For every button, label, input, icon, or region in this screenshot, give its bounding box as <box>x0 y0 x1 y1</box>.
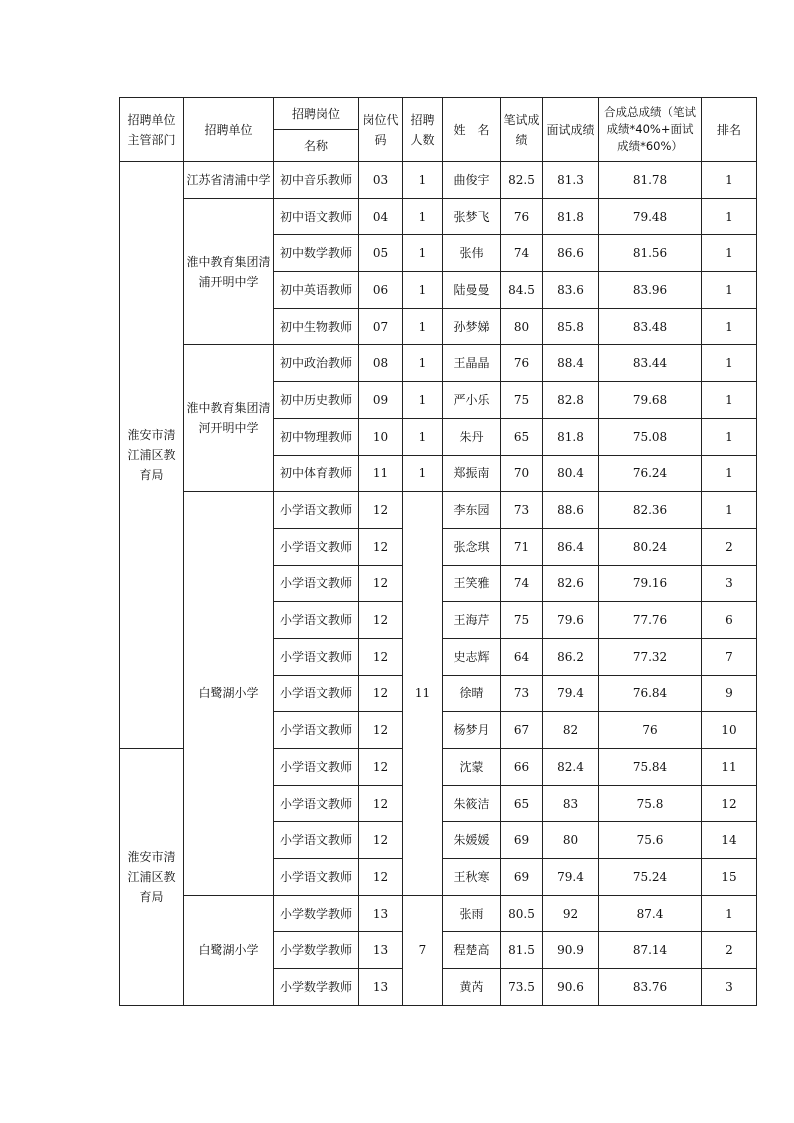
post-cell: 初中政治教师 <box>274 345 359 382</box>
code-cell: 12 <box>359 492 403 529</box>
name-cell: 程楚高 <box>443 932 501 969</box>
name-cell: 王晶晶 <box>443 345 501 382</box>
code-cell: 06 <box>359 272 403 309</box>
unit-cell: 白鹭湖小学 <box>184 895 274 1005</box>
name-cell: 黄芮 <box>443 969 501 1006</box>
unit-cell: 淮中教育集团清浦开明中学 <box>184 198 274 345</box>
composite-score-cell: 87.14 <box>599 932 702 969</box>
name-cell: 严小乐 <box>443 382 501 419</box>
written-score-cell: 66 <box>501 749 543 786</box>
header-dept: 招聘单位主管部门 <box>120 98 184 162</box>
post-cell: 初中历史教师 <box>274 382 359 419</box>
written-score-cell: 81.5 <box>501 932 543 969</box>
written-score-cell: 70 <box>501 455 543 492</box>
dept-cell: 淮安市清江浦区教育局 <box>120 749 184 1006</box>
rank-cell: 12 <box>702 785 757 822</box>
composite-score-cell: 83.76 <box>599 969 702 1006</box>
name-cell: 沈蒙 <box>443 749 501 786</box>
composite-score-cell: 76.24 <box>599 455 702 492</box>
unit-cell: 江苏省清浦中学 <box>184 162 274 199</box>
composite-score-cell: 83.96 <box>599 272 702 309</box>
code-cell: 07 <box>359 308 403 345</box>
post-cell: 小学语文教师 <box>274 675 359 712</box>
composite-score-cell: 77.32 <box>599 638 702 675</box>
code-cell: 12 <box>359 675 403 712</box>
code-cell: 10 <box>359 418 403 455</box>
rank-cell: 2 <box>702 932 757 969</box>
composite-score-cell: 75.84 <box>599 749 702 786</box>
count-cell: 1 <box>403 382 443 419</box>
count-cell: 1 <box>403 345 443 382</box>
post-cell: 初中体育教师 <box>274 455 359 492</box>
interview-score-cell: 81.3 <box>543 162 599 199</box>
interview-score-cell: 86.6 <box>543 235 599 272</box>
interview-score-cell: 86.4 <box>543 528 599 565</box>
header-post-name: 名称 <box>274 130 359 162</box>
post-cell: 小学语文教师 <box>274 528 359 565</box>
rank-cell: 2 <box>702 528 757 565</box>
interview-score-cell: 79.4 <box>543 675 599 712</box>
header-count: 招聘人数 <box>403 98 443 162</box>
written-score-cell: 65 <box>501 785 543 822</box>
count-cell: 11 <box>403 492 443 896</box>
table-row <box>120 198 757 235</box>
rank-cell: 1 <box>702 272 757 309</box>
code-cell: 12 <box>359 822 403 859</box>
post-cell: 小学语文教师 <box>274 602 359 639</box>
rank-cell: 6 <box>702 602 757 639</box>
composite-score-cell: 83.44 <box>599 345 702 382</box>
header-code: 岗位代码 <box>359 98 403 162</box>
table-row <box>120 895 757 932</box>
rank-cell: 1 <box>702 198 757 235</box>
name-cell: 张雨 <box>443 895 501 932</box>
header-unit: 招聘单位 <box>184 98 274 162</box>
name-cell: 王笑雅 <box>443 565 501 602</box>
post-cell: 小学语文教师 <box>274 712 359 749</box>
rank-cell: 1 <box>702 162 757 199</box>
header-composite: 合成总成绩（笔试成绩*40%+面试成绩*60%） <box>599 98 702 162</box>
composite-score-cell: 75.8 <box>599 785 702 822</box>
post-cell: 初中物理教师 <box>274 418 359 455</box>
code-cell: 04 <box>359 198 403 235</box>
code-cell: 09 <box>359 382 403 419</box>
rank-cell: 14 <box>702 822 757 859</box>
written-score-cell: 76 <box>501 198 543 235</box>
count-cell: 1 <box>403 455 443 492</box>
table-header <box>120 98 757 162</box>
rank-cell: 1 <box>702 235 757 272</box>
written-score-cell: 73.5 <box>501 969 543 1006</box>
interview-score-cell: 88.6 <box>543 492 599 529</box>
name-cell: 朱丹 <box>443 418 501 455</box>
interview-score-cell: 80 <box>543 822 599 859</box>
post-cell: 小学语文教师 <box>274 785 359 822</box>
written-score-cell: 73 <box>501 492 543 529</box>
post-cell: 小学语文教师 <box>274 749 359 786</box>
name-cell: 王海芹 <box>443 602 501 639</box>
interview-score-cell: 88.4 <box>543 345 599 382</box>
code-cell: 12 <box>359 638 403 675</box>
written-score-cell: 69 <box>501 859 543 896</box>
interview-score-cell: 80.4 <box>543 455 599 492</box>
rank-cell: 1 <box>702 455 757 492</box>
name-cell: 徐晴 <box>443 675 501 712</box>
rank-cell: 11 <box>702 749 757 786</box>
code-cell: 12 <box>359 859 403 896</box>
count-cell: 1 <box>403 235 443 272</box>
name-cell: 张伟 <box>443 235 501 272</box>
code-cell: 13 <box>359 932 403 969</box>
written-score-cell: 64 <box>501 638 543 675</box>
post-cell: 小学数学教师 <box>274 895 359 932</box>
code-cell: 12 <box>359 712 403 749</box>
name-cell: 王秋寒 <box>443 859 501 896</box>
count-cell: 1 <box>403 308 443 345</box>
code-cell: 05 <box>359 235 403 272</box>
post-cell: 初中语文教师 <box>274 198 359 235</box>
name-cell: 张梦飞 <box>443 198 501 235</box>
code-cell: 13 <box>359 969 403 1006</box>
header-interview: 面试成绩 <box>543 98 599 162</box>
count-cell: 1 <box>403 162 443 199</box>
written-score-cell: 75 <box>501 602 543 639</box>
written-score-cell: 82.5 <box>501 162 543 199</box>
written-score-cell: 65 <box>501 418 543 455</box>
composite-score-cell: 81.56 <box>599 235 702 272</box>
code-cell: 03 <box>359 162 403 199</box>
composite-score-cell: 83.48 <box>599 308 702 345</box>
name-cell: 朱筱洁 <box>443 785 501 822</box>
rank-cell: 3 <box>702 565 757 602</box>
interview-score-cell: 81.8 <box>543 418 599 455</box>
interview-score-cell: 83 <box>543 785 599 822</box>
rank-cell: 1 <box>702 308 757 345</box>
rank-cell: 1 <box>702 345 757 382</box>
unit-cell: 白鹭湖小学 <box>184 492 274 896</box>
post-cell: 小学语文教师 <box>274 822 359 859</box>
post-cell: 小学数学教师 <box>274 932 359 969</box>
rank-cell: 15 <box>702 859 757 896</box>
written-score-cell: 80 <box>501 308 543 345</box>
post-cell: 初中生物教师 <box>274 308 359 345</box>
rank-cell: 1 <box>702 492 757 529</box>
count-cell: 7 <box>403 895 443 1005</box>
written-score-cell: 71 <box>501 528 543 565</box>
composite-score-cell: 75.24 <box>599 859 702 896</box>
code-cell: 08 <box>359 345 403 382</box>
count-cell: 1 <box>403 198 443 235</box>
table-body <box>120 162 757 1006</box>
code-cell: 13 <box>359 895 403 932</box>
header-written: 笔试成绩 <box>501 98 543 162</box>
interview-score-cell: 83.6 <box>543 272 599 309</box>
table-row <box>120 162 757 199</box>
name-cell: 杨梦月 <box>443 712 501 749</box>
written-score-cell: 75 <box>501 382 543 419</box>
composite-score-cell: 75.6 <box>599 822 702 859</box>
post-cell: 初中音乐教师 <box>274 162 359 199</box>
written-score-cell: 67 <box>501 712 543 749</box>
rank-cell: 3 <box>702 969 757 1006</box>
post-cell: 初中数学教师 <box>274 235 359 272</box>
written-score-cell: 76 <box>501 345 543 382</box>
rank-cell: 10 <box>702 712 757 749</box>
header-rank: 排名 <box>702 98 757 162</box>
composite-score-cell: 75.08 <box>599 418 702 455</box>
post-cell: 小学数学教师 <box>274 969 359 1006</box>
rank-cell: 1 <box>702 382 757 419</box>
unit-cell: 淮中教育集团清河开明中学 <box>184 345 274 492</box>
name-cell: 曲俊宇 <box>443 162 501 199</box>
post-cell: 初中英语教师 <box>274 272 359 309</box>
code-cell: 12 <box>359 749 403 786</box>
code-cell: 11 <box>359 455 403 492</box>
composite-score-cell: 76.84 <box>599 675 702 712</box>
table-row <box>120 345 757 382</box>
composite-score-cell: 79.16 <box>599 565 702 602</box>
rank-cell: 7 <box>702 638 757 675</box>
post-cell: 小学语文教师 <box>274 859 359 896</box>
interview-score-cell: 79.4 <box>543 859 599 896</box>
code-cell: 12 <box>359 785 403 822</box>
written-score-cell: 69 <box>501 822 543 859</box>
written-score-cell: 74 <box>501 565 543 602</box>
composite-score-cell: 80.24 <box>599 528 702 565</box>
written-score-cell: 84.5 <box>501 272 543 309</box>
interview-score-cell: 90.9 <box>543 932 599 969</box>
composite-score-cell: 79.68 <box>599 382 702 419</box>
name-cell: 史志辉 <box>443 638 501 675</box>
composite-score-cell: 82.36 <box>599 492 702 529</box>
interview-score-cell: 82.6 <box>543 565 599 602</box>
interview-score-cell: 79.6 <box>543 602 599 639</box>
post-cell: 小学语文教师 <box>274 565 359 602</box>
header-name: 姓 名 <box>443 98 501 162</box>
rank-cell: 1 <box>702 418 757 455</box>
interview-score-cell: 85.8 <box>543 308 599 345</box>
composite-score-cell: 81.78 <box>599 162 702 199</box>
name-cell: 朱媛媛 <box>443 822 501 859</box>
code-cell: 12 <box>359 602 403 639</box>
interview-score-cell: 81.8 <box>543 198 599 235</box>
post-cell: 小学语文教师 <box>274 638 359 675</box>
count-cell: 1 <box>403 418 443 455</box>
results-table <box>119 97 757 1006</box>
written-score-cell: 73 <box>501 675 543 712</box>
composite-score-cell: 76 <box>599 712 702 749</box>
interview-score-cell: 82 <box>543 712 599 749</box>
count-cell: 1 <box>403 272 443 309</box>
rank-cell: 1 <box>702 895 757 932</box>
composite-score-cell: 87.4 <box>599 895 702 932</box>
interview-score-cell: 90.6 <box>543 969 599 1006</box>
post-cell: 小学语文教师 <box>274 492 359 529</box>
code-cell: 12 <box>359 528 403 565</box>
interview-score-cell: 82.4 <box>543 749 599 786</box>
written-score-cell: 80.5 <box>501 895 543 932</box>
dept-cell: 淮安市清江浦区教育局 <box>120 162 184 749</box>
composite-score-cell: 77.76 <box>599 602 702 639</box>
name-cell: 陆曼曼 <box>443 272 501 309</box>
name-cell: 张念琪 <box>443 528 501 565</box>
interview-score-cell: 86.2 <box>543 638 599 675</box>
rank-cell: 9 <box>702 675 757 712</box>
interview-score-cell: 82.8 <box>543 382 599 419</box>
name-cell: 郑振南 <box>443 455 501 492</box>
composite-score-cell: 79.48 <box>599 198 702 235</box>
written-score-cell: 74 <box>501 235 543 272</box>
interview-score-cell: 92 <box>543 895 599 932</box>
name-cell: 李东园 <box>443 492 501 529</box>
name-cell: 孙梦娣 <box>443 308 501 345</box>
table-row <box>120 492 757 529</box>
header-post: 招聘岗位 <box>274 98 359 130</box>
code-cell: 12 <box>359 565 403 602</box>
